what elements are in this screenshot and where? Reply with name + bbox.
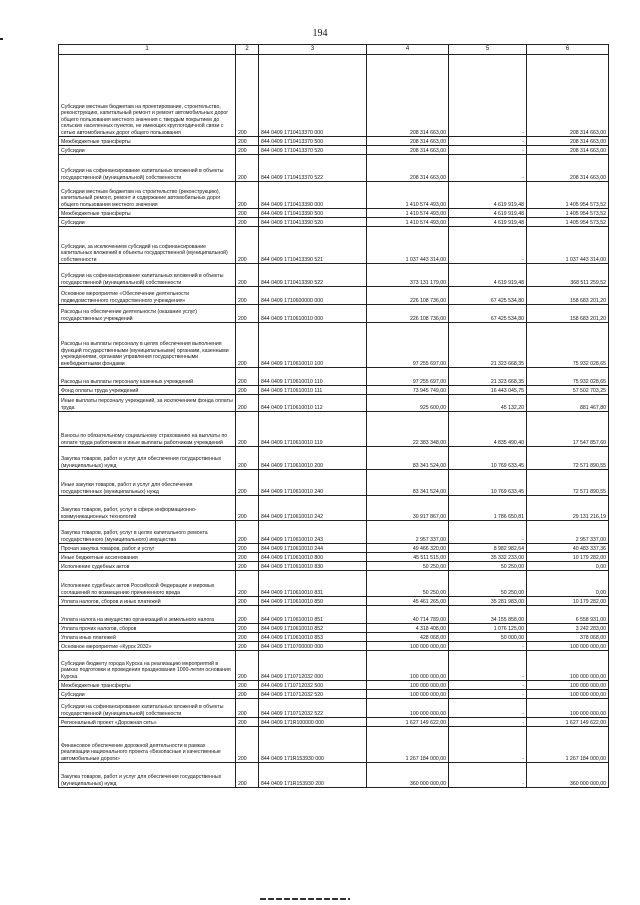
table-row xyxy=(59,137,609,146)
row-budget-code: 844 0409 1710610010 850 xyxy=(259,597,367,606)
row-executed-amount: 4 619 919,48 xyxy=(449,209,527,218)
row-approved-amount: 49 466 320,00 xyxy=(367,544,449,553)
row-executed-amount: 4 619 919,48 xyxy=(449,182,527,209)
table-row xyxy=(59,447,609,470)
row-approved-amount: 45 511 515,00 xyxy=(367,553,449,562)
row-remaining-amount: 368 511 259,52 xyxy=(527,264,609,287)
row-remaining-amount: 10 179 282,00 xyxy=(527,553,609,562)
row-approved-amount: 1 627 149 622,00 xyxy=(367,718,449,727)
row-description: Межбюджетные трансферты xyxy=(59,209,236,218)
table-row xyxy=(59,521,609,544)
row-executed-amount: - xyxy=(449,681,527,690)
row-remaining-amount: 3 242 283,00 xyxy=(527,624,609,633)
row-line-code: 200 xyxy=(236,209,259,218)
row-remaining-amount: 0,00 xyxy=(527,562,609,571)
row-remaining-amount: 40 483 337,36 xyxy=(527,544,609,553)
row-line-code: 200 xyxy=(236,218,259,227)
row-approved-amount: 226 108 736,00 xyxy=(367,287,449,305)
row-executed-amount: 34 155 858,00 xyxy=(449,606,527,624)
row-line-code: 200 xyxy=(236,606,259,624)
row-approved-amount: 97 255 697,00 xyxy=(367,368,449,386)
row-remaining-amount: 72 571 890,55 xyxy=(527,447,609,470)
row-description: Фонд оплаты труда учреждений xyxy=(59,386,236,395)
row-budget-code: 844 0409 1710610010 242 xyxy=(259,496,367,521)
row-approved-amount: 100 000 000,00 xyxy=(367,681,449,690)
row-executed-amount: - xyxy=(449,55,527,137)
table-row xyxy=(59,264,609,287)
row-remaining-amount: 1 037 443 314,00 xyxy=(527,227,609,264)
row-budget-code: 844 0409 1710610010 112 xyxy=(259,395,367,412)
row-description: Основное мероприятие «Обеспечение деятельности подведомственного государственного учреждения» xyxy=(59,287,236,305)
row-approved-amount: 73 945 749,00 xyxy=(367,386,449,395)
table-row xyxy=(59,544,609,553)
table-row xyxy=(59,571,609,597)
row-description: Субсидии на софинансирование капитальных вложений в объекты государственной (муниципальной) собственности xyxy=(59,264,236,287)
row-approved-amount: 925 600,00 xyxy=(367,395,449,412)
row-line-code: 200 xyxy=(236,496,259,521)
row-approved-amount: 1 037 443 314,00 xyxy=(367,227,449,264)
column-number: 3 xyxy=(259,45,367,55)
row-executed-amount: - xyxy=(449,137,527,146)
row-approved-amount: 226 108 736,00 xyxy=(367,305,449,323)
row-remaining-amount: 360 000 000,00 xyxy=(527,763,609,788)
row-description: Расходы на обеспечение деятельности (оказание услуг) государственных учреждений xyxy=(59,305,236,323)
row-approved-amount: 2 957 337,00 xyxy=(367,521,449,544)
row-approved-amount: 1 410 574 493,00 xyxy=(367,209,449,218)
row-executed-amount: - xyxy=(449,651,527,681)
row-budget-code: 844 0409 1710413390 000 xyxy=(259,182,367,209)
table-row xyxy=(59,727,609,763)
row-remaining-amount: 72 571 890,55 xyxy=(527,470,609,496)
row-executed-amount: 50 250,00 xyxy=(449,571,527,597)
column-number: 4 xyxy=(367,45,449,55)
row-description: Уплата налогов, сборов и иных платежей xyxy=(59,597,236,606)
row-description: Субсидии xyxy=(59,218,236,227)
row-description: Субсидии, за исключением субсидий на софинансирование капитальных вложений в объекты государственной (муниципальной) собственности xyxy=(59,227,236,264)
row-description: Финансовое обеспечение дорожной деятельности в рамках реализации национального проекта «Безопасные и качественные автомобильные дороги» xyxy=(59,727,236,763)
row-line-code: 200 xyxy=(236,155,259,182)
row-budget-code: 844 0409 1710600000 000 xyxy=(259,287,367,305)
row-line-code: 200 xyxy=(236,264,259,287)
row-executed-amount: 4 619 919,48 xyxy=(449,218,527,227)
row-approved-amount: 83 341 524,00 xyxy=(367,447,449,470)
row-budget-code: 844 0409 1710610010 100 xyxy=(259,323,367,368)
row-approved-amount: 30 917 867,00 xyxy=(367,496,449,521)
column-number-row xyxy=(59,45,609,55)
row-executed-amount: 35 332 233,00 xyxy=(449,553,527,562)
table-row xyxy=(59,690,609,699)
row-executed-amount: 1 076 125,00 xyxy=(449,624,527,633)
row-description: Субсидии на софинансирование капитальных вложений в объекты государственной (муниципальной) собственности xyxy=(59,155,236,182)
row-line-code: 200 xyxy=(236,386,259,395)
row-line-code: 200 xyxy=(236,727,259,763)
row-remaining-amount: 6 558 931,00 xyxy=(527,606,609,624)
row-budget-code: 844 0409 1710413390 520 xyxy=(259,218,367,227)
row-line-code: 200 xyxy=(236,137,259,146)
row-budget-code: 844 0409 1710610010 000 xyxy=(259,305,367,323)
table-row xyxy=(59,323,609,368)
row-description: Взносы по обязательному социальному страхованию на выплаты по оплате труда работников и иные выплаты работникам учреждений xyxy=(59,412,236,447)
row-line-code: 200 xyxy=(236,562,259,571)
row-line-code: 200 xyxy=(236,146,259,155)
row-line-code: 200 xyxy=(236,305,259,323)
row-budget-code: 844 0409 1710413390 500 xyxy=(259,209,367,218)
table-row xyxy=(59,55,609,137)
row-line-code: 200 xyxy=(236,470,259,496)
row-approved-amount: 208 314 663,00 xyxy=(367,55,449,137)
row-line-code: 200 xyxy=(236,395,259,412)
budget-table xyxy=(58,44,609,788)
row-remaining-amount: 100 000 000,00 xyxy=(527,699,609,718)
table-row xyxy=(59,633,609,642)
row-remaining-amount: 29 131 216,19 xyxy=(527,496,609,521)
row-description: Прочая закупка товаров, работ и услуг xyxy=(59,544,236,553)
row-executed-amount: 4 619 919,48 xyxy=(449,264,527,287)
row-description: Исполнение судебных актов xyxy=(59,562,236,571)
row-line-code: 200 xyxy=(236,763,259,788)
row-approved-amount: 428 068,00 xyxy=(367,633,449,642)
row-budget-code: 844 0409 1710610010 851 xyxy=(259,606,367,624)
table-row xyxy=(59,305,609,323)
row-executed-amount: 4 835 490,40 xyxy=(449,412,527,447)
row-description: Основное мероприятие «Курск 2032» xyxy=(59,642,236,651)
row-remaining-amount: 208 314 663,00 xyxy=(527,137,609,146)
table-row xyxy=(59,287,609,305)
row-line-code: 200 xyxy=(236,447,259,470)
row-budget-code: 844 0409 171R100000 000 xyxy=(259,718,367,727)
row-line-code: 200 xyxy=(236,368,259,386)
row-line-code: 200 xyxy=(236,624,259,633)
row-remaining-amount: 0,00 xyxy=(527,571,609,597)
column-number: 2 xyxy=(236,45,259,55)
row-approved-amount: 1 410 574 493,00 xyxy=(367,182,449,209)
row-description: Расходы на выплаты персоналу казенных учреждений xyxy=(59,368,236,386)
row-executed-amount: 50 250,00 xyxy=(449,562,527,571)
row-remaining-amount: 208 314 663,00 xyxy=(527,146,609,155)
row-line-code: 200 xyxy=(236,182,259,209)
table-row xyxy=(59,182,609,209)
row-description: Иные бюджетные ассигнования xyxy=(59,553,236,562)
row-budget-code: 844 0409 1710712032 522 xyxy=(259,699,367,718)
row-budget-code: 844 0409 1710413390 522 xyxy=(259,264,367,287)
row-description: Закупка товаров, работ и услуг для обеспечения государственных (муниципальных) нужд xyxy=(59,763,236,788)
row-remaining-amount: 1 405 954 573,52 xyxy=(527,182,609,209)
row-executed-amount: 45 132,20 xyxy=(449,395,527,412)
table-row xyxy=(59,218,609,227)
row-budget-code: 844 0409 1710610010 110 xyxy=(259,368,367,386)
page-number: 194 xyxy=(312,28,328,39)
row-budget-code: 844 0409 1710610010 244 xyxy=(259,544,367,553)
row-approved-amount: 1 410 574 493,00 xyxy=(367,218,449,227)
row-line-code: 200 xyxy=(236,571,259,597)
column-number: 5 xyxy=(449,45,527,55)
row-line-code: 200 xyxy=(236,544,259,553)
table-row xyxy=(59,642,609,651)
row-remaining-amount: 17 547 857,60 xyxy=(527,412,609,447)
row-executed-amount: 1 786 650,81 xyxy=(449,496,527,521)
row-description: Субсидии на софинансирование капитальных вложений в объекты государственной (муниципальной) собственности xyxy=(59,699,236,718)
table-row xyxy=(59,386,609,395)
row-executed-amount: 67 425 534,80 xyxy=(449,287,527,305)
row-line-code: 200 xyxy=(236,597,259,606)
row-executed-amount: - xyxy=(449,699,527,718)
row-approved-amount: 83 341 524,00 xyxy=(367,470,449,496)
row-executed-amount: 10 769 633,45 xyxy=(449,447,527,470)
row-description: Расходы на выплаты персоналу в целях обеспечения выполнения функций государственными (муниципальными) органами, казенными учреждениями, органами управления государственными внебюджетными фондами xyxy=(59,323,236,368)
row-description: Субсидии местным бюджетам на строительство (реконструкцию), капитальный ремонт, ремонт и содержание автомобильных дорог общего пользования местного значения xyxy=(59,182,236,209)
row-remaining-amount: 158 683 201,20 xyxy=(527,287,609,305)
row-executed-amount: - xyxy=(449,690,527,699)
row-approved-amount: 100 000 000,00 xyxy=(367,699,449,718)
row-remaining-amount: 158 683 201,20 xyxy=(527,305,609,323)
row-remaining-amount: 208 314 663,00 xyxy=(527,155,609,182)
row-budget-code: 844 0409 1710610010 852 xyxy=(259,624,367,633)
row-approved-amount: 50 250,00 xyxy=(367,562,449,571)
row-line-code: 200 xyxy=(236,642,259,651)
row-budget-code: 844 0409 1710413370 500 xyxy=(259,137,367,146)
row-description: Иные выплаты персоналу учреждений, за исключением фонда оплаты труда xyxy=(59,395,236,412)
row-line-code: 200 xyxy=(236,690,259,699)
row-budget-code: 844 0409 1710610010 831 xyxy=(259,571,367,597)
row-budget-code: 844 0409 1710610010 243 xyxy=(259,521,367,544)
row-remaining-amount: 1 267 184 000,00 xyxy=(527,727,609,763)
row-budget-code: 844 0409 1710610010 853 xyxy=(259,633,367,642)
row-description: Уплата иных платежей xyxy=(59,633,236,642)
row-line-code: 200 xyxy=(236,699,259,718)
column-number: 1 xyxy=(59,45,236,55)
row-remaining-amount: 57 502 703,25 xyxy=(527,386,609,395)
table-row xyxy=(59,470,609,496)
row-budget-code: 844 0409 1710712032 520 xyxy=(259,690,367,699)
row-remaining-amount: 100 000 000,00 xyxy=(527,681,609,690)
row-line-code: 200 xyxy=(236,287,259,305)
row-approved-amount: 360 000 000,00 xyxy=(367,763,449,788)
row-description: Уплата прочих налогов, сборов xyxy=(59,624,236,633)
row-remaining-amount: 75 932 028,65 xyxy=(527,323,609,368)
row-budget-code: 844 0409 1710413370 522 xyxy=(259,155,367,182)
row-description: Межбюджетные трансферты xyxy=(59,681,236,690)
row-executed-amount: - xyxy=(449,155,527,182)
row-budget-code: 844 0409 1710413370 520 xyxy=(259,146,367,155)
row-line-code: 200 xyxy=(236,227,259,264)
row-budget-code: 844 0409 1710700000 000 xyxy=(259,642,367,651)
row-budget-code: 844 0409 1710610010 830 xyxy=(259,562,367,571)
table-row xyxy=(59,651,609,681)
row-budget-code: 844 0409 1710712032 500 xyxy=(259,681,367,690)
row-executed-amount: - xyxy=(449,146,527,155)
column-number: 6 xyxy=(527,45,609,55)
row-approved-amount: 100 000 000,00 xyxy=(367,690,449,699)
row-description: Закупка товаров, работ и услуг для обеспечения государственных (муниципальных) нужд xyxy=(59,447,236,470)
row-description: Субсидии местным бюджетам на проектирование, строительство, реконструкцию, капитальный ремонт и ремонт автомобильных дорог общего пользования местного значения с твердым покрытием до сельских населенных пунктов, не имеющих круглогодичной связи с сетью автомобильных дорог общего пользования xyxy=(59,55,236,137)
row-executed-amount: - xyxy=(449,642,527,651)
row-budget-code: 844 0409 1710413370 000 xyxy=(259,55,367,137)
table-row xyxy=(59,597,609,606)
row-budget-code: 844 0409 171R153930 200 xyxy=(259,763,367,788)
row-description: Исполнение судебных актов Российской Федерации и мировых соглашений по возмещению причиненного вреда xyxy=(59,571,236,597)
row-remaining-amount: 75 932 028,65 xyxy=(527,368,609,386)
row-remaining-amount: 10 179 282,00 xyxy=(527,597,609,606)
row-remaining-amount: 2 957 337,00 xyxy=(527,521,609,544)
row-line-code: 200 xyxy=(236,681,259,690)
row-approved-amount: 208 314 663,00 xyxy=(367,155,449,182)
row-approved-amount: 208 314 663,00 xyxy=(367,146,449,155)
row-budget-code: 844 0409 1710712032 000 xyxy=(259,651,367,681)
row-remaining-amount: 378 068,00 xyxy=(527,633,609,642)
row-budget-code: 844 0409 1710610010 800 xyxy=(259,553,367,562)
table-row xyxy=(59,699,609,718)
row-budget-code: 844 0409 1710413390 521 xyxy=(259,227,367,264)
row-executed-amount: - xyxy=(449,521,527,544)
row-approved-amount: 45 461 265,00 xyxy=(367,597,449,606)
row-budget-code: 844 0409 171R153930 000 xyxy=(259,727,367,763)
row-remaining-amount: 100 000 000,00 xyxy=(527,690,609,699)
row-description: Уплата налога на имущество организаций и земельного налога xyxy=(59,606,236,624)
row-executed-amount: - xyxy=(449,727,527,763)
table-row xyxy=(59,681,609,690)
row-remaining-amount: 881 467,80 xyxy=(527,395,609,412)
row-approved-amount: 4 318 408,00 xyxy=(367,624,449,633)
row-approved-amount: 97 255 697,00 xyxy=(367,323,449,368)
row-description: Иные закупки товаров, работ и услуг для обеспечения государственных (муниципальных) нужд xyxy=(59,470,236,496)
row-approved-amount: 22 383 348,00 xyxy=(367,412,449,447)
table-row xyxy=(59,412,609,447)
row-line-code: 200 xyxy=(236,633,259,642)
row-line-code: 200 xyxy=(236,323,259,368)
table-row xyxy=(59,562,609,571)
row-executed-amount: 67 425 534,80 xyxy=(449,305,527,323)
table-row xyxy=(59,606,609,624)
row-executed-amount: 50 000,00 xyxy=(449,633,527,642)
row-executed-amount: 35 281 983,00 xyxy=(449,597,527,606)
row-budget-code: 844 0409 1710610010 119 xyxy=(259,412,367,447)
row-line-code: 200 xyxy=(236,412,259,447)
table-row xyxy=(59,624,609,633)
row-remaining-amount: 100 000 000,00 xyxy=(527,651,609,681)
table-row xyxy=(59,496,609,521)
row-line-code: 200 xyxy=(236,553,259,562)
row-approved-amount: 40 714 789,00 xyxy=(367,606,449,624)
row-description: Межбюджетные трансферты xyxy=(59,137,236,146)
row-approved-amount: 1 267 184 000,00 xyxy=(367,727,449,763)
row-budget-code: 844 0409 1710610010 111 xyxy=(259,386,367,395)
table-row xyxy=(59,368,609,386)
row-executed-amount: 16 443 045,75 xyxy=(449,386,527,395)
row-remaining-amount: 1 627 149 622,00 xyxy=(527,718,609,727)
row-approved-amount: 100 000 000,00 xyxy=(367,651,449,681)
row-description: Субсидии xyxy=(59,146,236,155)
row-approved-amount: 50 250,00 xyxy=(367,571,449,597)
row-line-code: 200 xyxy=(236,718,259,727)
row-budget-code: 844 0409 1710610010 200 xyxy=(259,447,367,470)
row-executed-amount: 21 323 668,35 xyxy=(449,368,527,386)
row-description: Закупка товаров, работ, услуг в целях капитального ремонта государственного (муниципального) имущества xyxy=(59,521,236,544)
row-line-code: 200 xyxy=(236,651,259,681)
row-executed-amount: 10 769 633,45 xyxy=(449,470,527,496)
row-line-code: 200 xyxy=(236,521,259,544)
table-row xyxy=(59,553,609,562)
table-row xyxy=(59,395,609,412)
row-remaining-amount: 208 314 663,00 xyxy=(527,55,609,137)
table-row xyxy=(59,209,609,218)
row-budget-code: 844 0409 1710610010 240 xyxy=(259,470,367,496)
row-approved-amount: 208 314 663,00 xyxy=(367,137,449,146)
footer-line xyxy=(260,898,350,900)
row-executed-amount: 21 323 668,35 xyxy=(449,323,527,368)
row-description: Субсидии бюджету города Курска на реализацию мероприятий в рамках подготовки и проведения празднования 1000-летия основания Курска xyxy=(59,651,236,681)
table-row xyxy=(59,763,609,788)
row-description: Региональный проект «Дорожная сеть» xyxy=(59,718,236,727)
table-row xyxy=(59,718,609,727)
row-executed-amount: - xyxy=(449,718,527,727)
table-row xyxy=(59,146,609,155)
row-executed-amount: - xyxy=(449,227,527,264)
row-remaining-amount: 1 405 954 573,52 xyxy=(527,218,609,227)
row-description: Закупка товаров, работ, услуг в сфере информационно-коммуникационных технологий xyxy=(59,496,236,521)
row-remaining-amount: 1 405 954 573,52 xyxy=(527,209,609,218)
row-remaining-amount: 100 000 000,00 xyxy=(527,642,609,651)
table-row xyxy=(59,155,609,182)
row-line-code: 200 xyxy=(236,55,259,137)
row-executed-amount: - xyxy=(449,763,527,788)
row-approved-amount: 100 000 000,00 xyxy=(367,642,449,651)
row-executed-amount: 8 982 982,64 xyxy=(449,544,527,553)
row-description: Субсидии xyxy=(59,690,236,699)
row-approved-amount: 373 131 179,00 xyxy=(367,264,449,287)
table-row xyxy=(59,227,609,264)
